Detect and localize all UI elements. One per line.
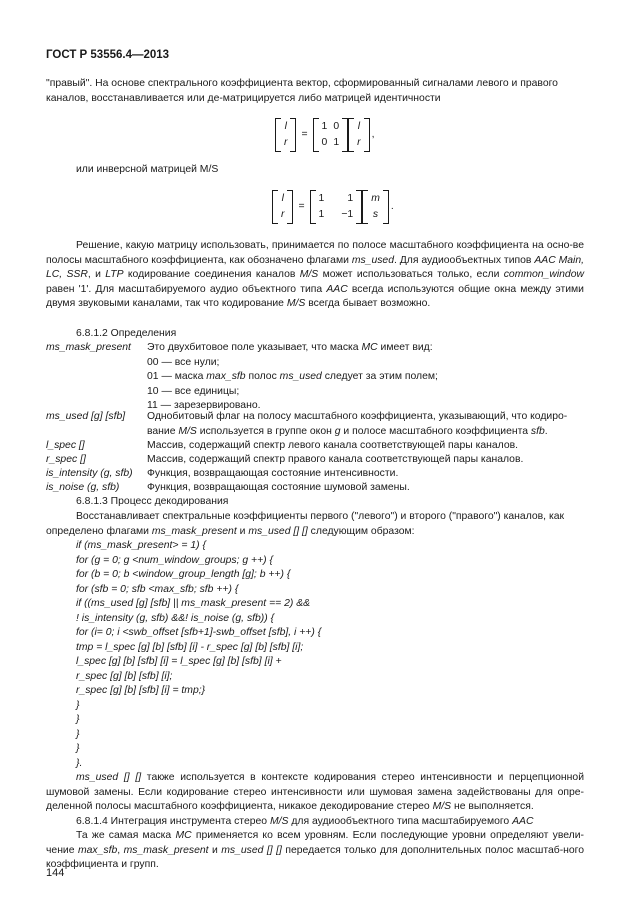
m2-eq: =: [298, 200, 305, 212]
ms-matrix-equation: [272, 190, 394, 224]
identity-matrix-equation: [275, 118, 374, 152]
paragraph-mc-mask: Та же самая маска MC применяется ко всем уровням. Если последующие уровни определяют увели-чение max_sfb, ms_mask_present и ms_used [] [] передается только для дополнительных полос масштаб-ного коэффициента и групп.: [46, 830, 585, 870]
code-line: for (i= 0; i <swb_offset [sfb+1]-swb_offset [sfb], i ++) {: [76, 627, 322, 638]
code-line: r_spec [g] [b] [sfb] [i] = tmp;}: [76, 685, 206, 696]
m1-lhs-l: l: [284, 120, 287, 132]
def-l-spec: Массив, содержащий спектр левого канала соответствующей пары каналов.: [147, 440, 519, 451]
m2-rhs-s: s: [372, 208, 379, 220]
section-6813-heading: 6.8.1.3 Процесс декодирования: [76, 496, 229, 507]
code-line: for (g = 0; g <num_window_groups; g ++) {: [76, 554, 273, 566]
decoding-pseudocode: [76, 539, 321, 771]
paragraph-intro: [46, 77, 584, 106]
code-line: }: [76, 714, 80, 725]
code-line: tmp = l_spec [g] [b] [sfb] [i] - r_spec [g] [b] [sfb] [i];: [76, 641, 304, 653]
term-ms-used: ms_used [g] [sfb]: [46, 411, 126, 422]
m1-a12: 0: [333, 120, 340, 132]
code-line: }: [76, 743, 80, 754]
term-ms-mask-present: ms_mask_present: [46, 342, 131, 353]
m2-lhs-r: r: [281, 208, 285, 220]
intro-line-2: каналов, восстанавливается или де-матрицируется либо матрицей идентичности: [46, 92, 441, 104]
paragraph-decoding: Восстанавливает спектральные коэффициенты первого ("левого") и второго ("правого") каналов, как определено флагами ms_mask_present и ms_used [] [] следующим образом:: [46, 511, 565, 537]
m2-rhs-m: m: [371, 192, 380, 204]
code-line: for (b = 0; b <window_group_length [g]; b ++) {: [76, 569, 291, 580]
m1-tail: ,: [371, 128, 375, 140]
m2-a21: 1: [318, 208, 325, 220]
term-l-spec: l_spec []: [46, 440, 85, 451]
def-is-noise: Функция, возвращающая состояние шумовой замены.: [147, 482, 410, 493]
m1-a11: 1: [321, 120, 328, 132]
m2-a11: 1: [318, 192, 325, 204]
paragraph-matrix-decision: Решение, какую матрицу использовать, принимается по полосе масштабного коэффициента на осно-ве полосы масштабного коэффициента, как обозначено флагами ms_used. Для аудиообъектных типов AAC Main, LC, SSR, и LTP кодирование соединения каналов M/S может использоваться только, если common_window равен '1'. Для масштабируемого аудио объектного типа AAC всегда используются общие окна между этими двумя звуковыми каналами, так что кодирование M/S всегда бывает возможно.: [46, 240, 584, 309]
inverse-matrix-intro: или инверсной матрицей M/S: [76, 164, 219, 175]
code-line: l_spec [g] [b] [sfb] [i] = l_spec [g] [b] [sfb] [i] +: [76, 656, 282, 667]
def-ms-used: Однобитовый флаг на полосу масштабного коэффициента, указывающий, что кодиро- вание M/S используется в группе окон g и полосе масштабного коэффициента sfb.: [147, 411, 568, 437]
m1-eq: =: [301, 128, 308, 140]
m2-a12: 1: [347, 192, 354, 204]
m1-lhs-r: r: [284, 136, 288, 148]
m1-a22: 1: [333, 136, 340, 148]
section-6812-heading: 6.8.1.2 Определения: [76, 328, 177, 339]
page-number: 144: [46, 867, 65, 879]
document-header: ГОСТ Р 53556.4—2013: [46, 49, 170, 61]
paragraph-ms-used-context: ms_used [] [] также используется в контексте кодирования стерео интенсивности и перцепционной шумовой замены. Если кодирование стерео интенсивности или шумовая замена задействованы для опре-деленной полосы масштабного коэффициента, никакое декодирование стерео M/S не выполняется.: [46, 772, 584, 812]
code-line: r_spec [g] [b] [sfb] [i];: [76, 670, 173, 682]
code-line: for (sfb = 0; sfb <max_sfb; sfb ++) {: [76, 583, 239, 595]
def-is-intensity: Функция, возвращающая состояние интенсивности.: [147, 468, 399, 479]
m1-rhs-r: r: [357, 136, 361, 148]
m2-tail: .: [390, 200, 394, 212]
section-6814-heading: 6.8.1.4 Интеграция инструмента стерео M/S для аудиообъектного типа масштабируемого AAC: [76, 816, 534, 827]
intro-line-1: "правый". На основе спектрального коэффициента вектор, сформированный сигналами левого и правого: [46, 78, 558, 89]
code-line: if (ms_mask_present> = 1) {: [76, 540, 206, 551]
code-line: ! is_intensity (g, sfb) &&! is_noise (g, sfb)) {: [76, 612, 275, 624]
m1-rhs-l: l: [357, 120, 360, 132]
code-line: }.: [76, 757, 83, 769]
m2-a22: −1: [341, 208, 354, 220]
code-line: if ((ms_used [g] [sfb] || ms_mask_present == 2) &&: [76, 598, 311, 609]
term-is-intensity: is_intensity (g, sfb): [46, 468, 133, 479]
code-line: }: [76, 728, 80, 740]
def-ms-mask-present: Это двухбитовое поле указывает, что маска MC имеет вид: 00 — все нули; 01 — маска max_sfb полос ms_used следует за этим полем; 10 — все единицы; 11 — зарезервировано.: [147, 342, 438, 411]
m1-a21: 0: [321, 136, 328, 148]
term-r-spec: r_spec []: [46, 454, 86, 465]
term-is-noise: is_noise (g, sfb): [46, 482, 120, 493]
def-r-spec: Массив, содержащий спектр правого канала соответствующей пары каналов.: [147, 454, 524, 465]
code-line: }: [76, 699, 80, 711]
m2-lhs-l: l: [281, 192, 284, 204]
